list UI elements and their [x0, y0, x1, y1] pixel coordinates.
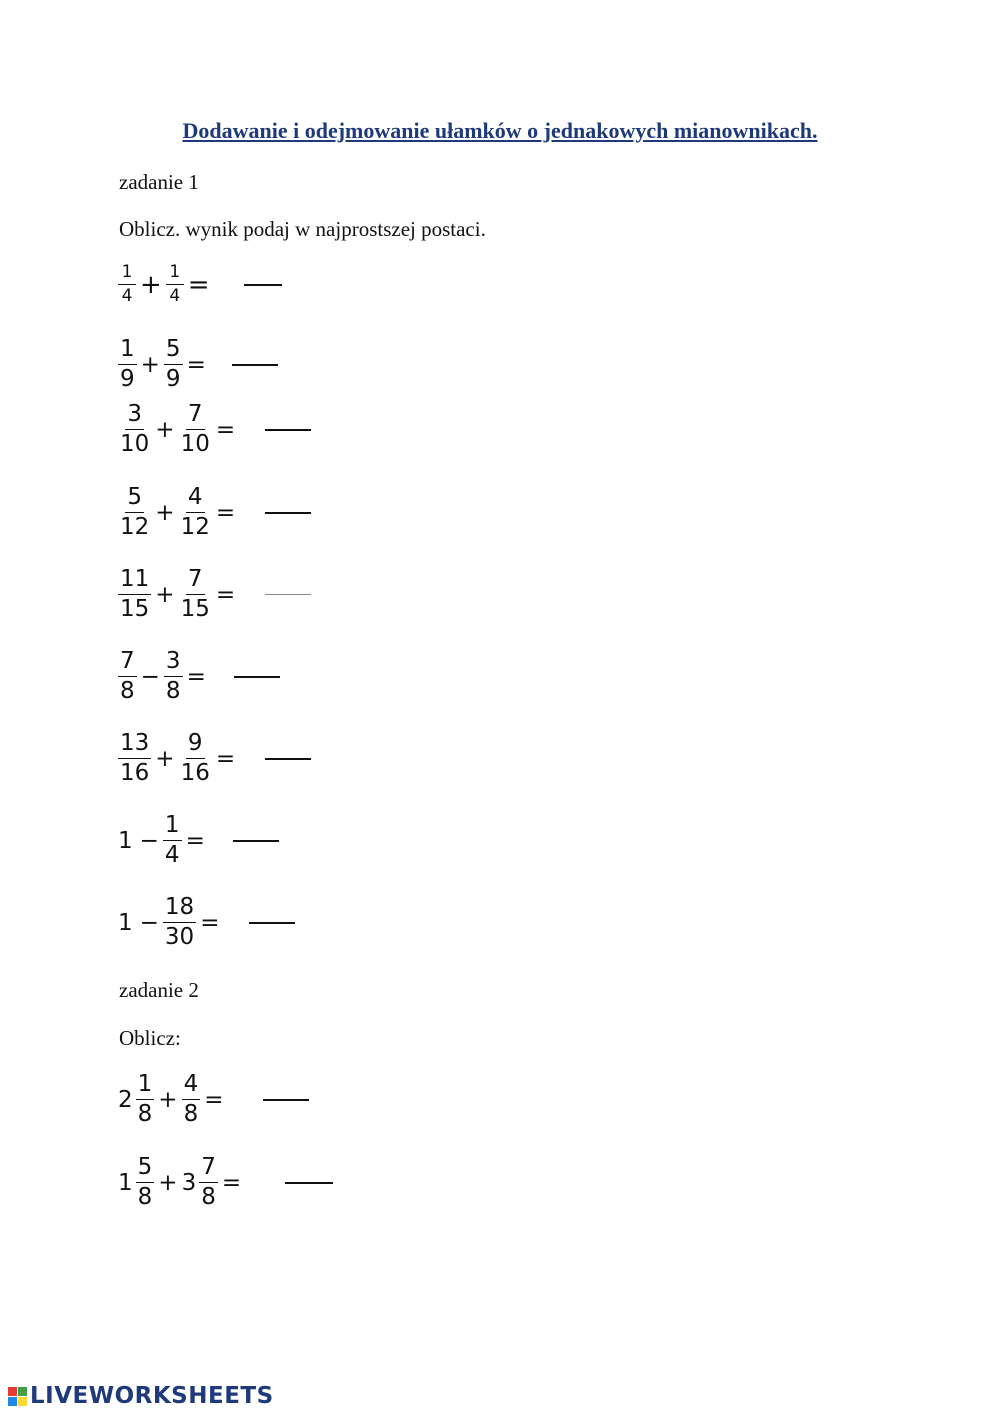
mixed-equation-1 — [118, 1073, 309, 1126]
equals-sign: = — [186, 351, 206, 378]
fraction: $\frac{1}{4}$ — [118, 264, 136, 305]
operator: + — [155, 581, 175, 608]
operator: + — [155, 499, 175, 526]
equals-sign: = — [221, 1169, 242, 1196]
fraction: $\frac{9}{16}$ — [180, 730, 210, 786]
equals-sign: = — [187, 269, 210, 300]
fraction: $\frac{11}{15}$ — [120, 566, 150, 622]
equation-7 — [118, 732, 311, 785]
equals-sign: = — [215, 745, 236, 772]
brand-name: LIVEWORKSHEETS — [30, 1383, 274, 1409]
fraction: $\frac{13}{16}$ — [120, 730, 150, 786]
whole-number: 1 — [118, 827, 133, 854]
whole-number: 3 — [181, 1169, 197, 1196]
equation-6 — [118, 650, 280, 703]
task1-heading: zadanie 1 — [119, 170, 199, 194]
equals-sign: = — [215, 499, 236, 526]
whole-number: 2 — [118, 1086, 133, 1113]
fraction: $\frac{18}{30}$ — [164, 894, 195, 950]
logo-square-3 — [8, 1397, 17, 1406]
fraction: $\frac{5}{12}$ — [120, 484, 150, 540]
equation-5 — [118, 568, 311, 621]
answer-blank[interactable] — [249, 922, 295, 924]
whole-number: 1 — [118, 1169, 133, 1196]
task1-instruction: Oblicz. wynik podaj w najprostszej postaci. — [119, 217, 486, 241]
equals-sign: = — [200, 909, 220, 936]
operator: + — [140, 351, 160, 378]
operator: + — [158, 1169, 178, 1196]
operator: − — [139, 909, 159, 936]
logo-icon — [8, 1387, 27, 1406]
answer-blank[interactable] — [244, 284, 282, 286]
logo-square-2 — [18, 1387, 27, 1396]
answer-blank[interactable] — [234, 676, 280, 678]
mixed-equation-2 — [118, 1156, 333, 1209]
answer-blank[interactable] — [232, 364, 278, 366]
fraction: $\frac{7}{8}$ — [201, 1154, 216, 1210]
liveworksheets-logo — [8, 1383, 274, 1409]
page-title: Dodawanie i odejmowanie ułamków o jednakowych mianownikach. — [182, 118, 818, 143]
fraction: $\frac{3}{8}$ — [165, 648, 181, 704]
task2-heading: zadanie 2 — [119, 978, 199, 1002]
fraction: $\frac{1}{4}$ — [164, 812, 180, 868]
answer-blank[interactable] — [265, 758, 311, 760]
task2-instruction: Oblicz: — [119, 1026, 181, 1050]
equation-9 — [118, 896, 295, 949]
equals-sign: = — [204, 1086, 224, 1113]
equation-1 — [118, 264, 282, 305]
operator: − — [139, 827, 159, 854]
equation-2 — [118, 338, 278, 391]
operator: + — [140, 269, 162, 300]
answer-blank[interactable] — [265, 594, 311, 595]
equals-sign: = — [215, 416, 236, 443]
fraction: $\frac{3}{10}$ — [120, 401, 150, 457]
fraction: $\frac{7}{15}$ — [180, 566, 210, 622]
operator: + — [155, 745, 175, 772]
fraction: $\frac{1}{4}$ — [166, 264, 184, 305]
answer-blank[interactable] — [265, 512, 311, 514]
logo-square-4 — [18, 1397, 27, 1406]
equation-3 — [118, 403, 311, 456]
operator: + — [155, 416, 175, 443]
fraction: $\frac{4}{8}$ — [183, 1071, 199, 1127]
fraction: $\frac{5}{9}$ — [165, 336, 181, 392]
fraction: $\frac{4}{12}$ — [180, 484, 210, 540]
equals-sign: = — [185, 827, 205, 854]
equation-8 — [118, 814, 279, 867]
fraction: $\frac{5}{8}$ — [137, 1154, 153, 1210]
answer-blank[interactable] — [263, 1099, 309, 1101]
fraction: $\frac{7}{10}$ — [180, 401, 210, 457]
equation-4 — [118, 486, 311, 539]
fraction: $\frac{1}{8}$ — [137, 1071, 153, 1127]
equals-sign: = — [215, 581, 236, 608]
operator: + — [158, 1086, 178, 1113]
answer-blank[interactable] — [233, 840, 279, 842]
fraction: $\frac{7}{8}$ — [120, 648, 135, 704]
answer-blank[interactable] — [265, 429, 311, 431]
whole-number: 1 — [118, 909, 133, 936]
fraction: $\frac{1}{9}$ — [120, 336, 135, 392]
equals-sign: = — [186, 663, 206, 690]
logo-square-1 — [8, 1387, 17, 1396]
operator: − — [140, 663, 160, 690]
answer-blank[interactable] — [285, 1182, 333, 1184]
